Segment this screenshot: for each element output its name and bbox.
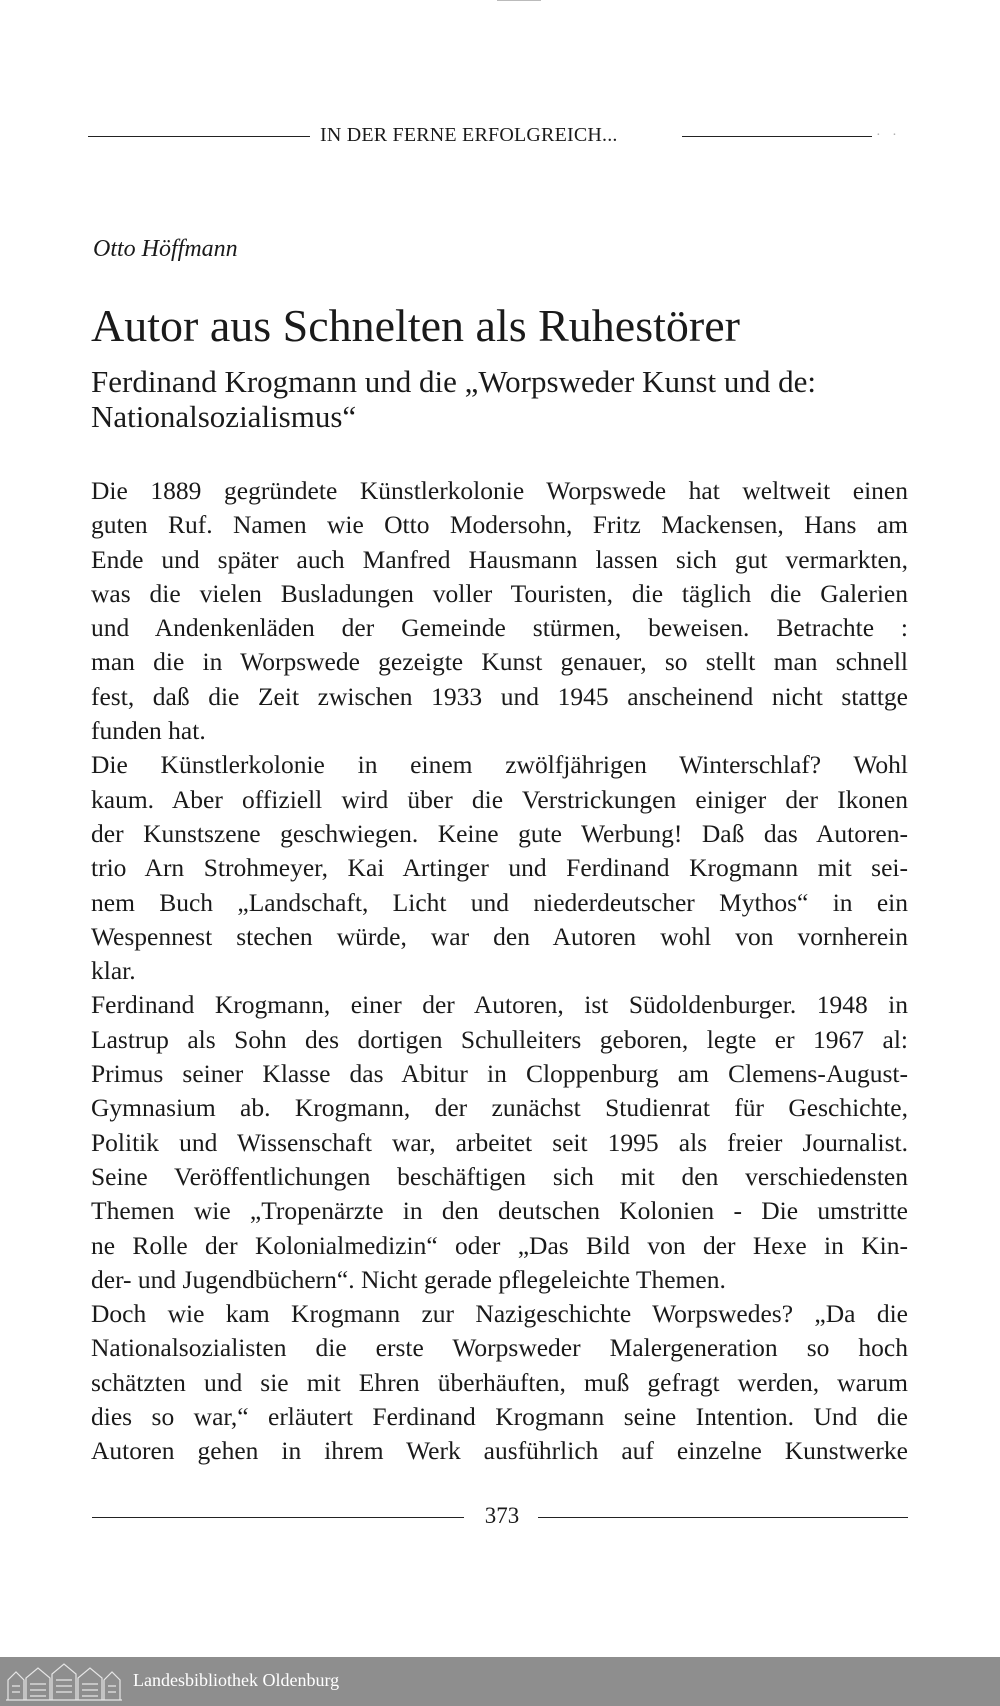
body-line: man die in Worpswede gezeigte Kunst genauer, so stellt man schnell xyxy=(91,647,908,677)
body-line: was die vielen Busladungen voller Touristen, die täglich die Galerien xyxy=(91,578,908,608)
body-line: nem Buch „Landschaft, Licht und niederdeutscher Mythos“ in ein xyxy=(91,887,908,917)
body-line: Lastrup als Sohn des dortigen Schulleiters geboren, legte er 1967 al: xyxy=(91,1024,908,1054)
body-line: Wespennest stechen würde, war den Autoren wohl von vornherein xyxy=(91,921,908,951)
body-line: Die 1889 gegründete Künstlerkolonie Worpswede hat weltweit einen xyxy=(91,476,908,505)
article-headline: Autor aus Schnelten als Ruhestörer xyxy=(91,300,740,351)
header-rule-right xyxy=(682,136,872,137)
body-line: der Kunstszene geschwiegen. Keine gute Werbung! Daß das Autoren- xyxy=(91,818,908,848)
body-line: trio Arn Strohmeyer, Kai Artinger und Ferdinand Krogmann mit sei- xyxy=(91,853,908,883)
footer-rule-left xyxy=(92,1517,464,1518)
header-dots: · · xyxy=(876,128,901,143)
subtitle-line: Ferdinand Krogmann und die „Worpsweder Kunst und de: xyxy=(91,364,816,399)
scan-mark xyxy=(497,0,541,1)
body-line: Primus seiner Klasse das Abitur in Cloppenburg am Clemens-August- xyxy=(91,1059,908,1089)
body-line: funden hat. xyxy=(91,716,206,746)
body-line: Themen wie „Tropenärzte in den deutschen Kolonien - Die umstritte xyxy=(91,1196,908,1226)
body-line: Ende und später auch Manfred Hausmann lassen sich gut vermarkten, xyxy=(91,544,908,574)
body-line: kaum. Aber offiziell wird über die Verstrickungen einiger der Ikonen xyxy=(91,784,908,814)
body-line: und Andenkenläden der Gemeinde stürmen, beweisen. Betrachte : xyxy=(91,613,908,643)
running-header-title: IN DER FERNE ERFOLGREICH... xyxy=(320,124,618,146)
footer-rule-right xyxy=(538,1517,908,1518)
article-author: Otto Höffmann xyxy=(93,236,238,262)
body-line: Nationalsozialisten die erste Worpsweder Malergeneration so hoch xyxy=(91,1333,908,1363)
body-line: Die Künstlerkolonie in einem zwölfjährigen Winterschlaf? Wohl xyxy=(91,750,908,780)
body-line: dies so war,“ erläutert Ferdinand Krogmann seine Intention. Und die xyxy=(91,1402,908,1432)
body-line: klar. xyxy=(91,956,136,986)
body-line: Autoren gehen in ihrem Werk ausführlich auf einzelne Kunstwerke xyxy=(91,1436,908,1466)
body-line: Ferdinand Krogmann, einer der Autoren, ist Südoldenburger. 1948 in xyxy=(91,990,908,1020)
body-line: guten Ruf. Namen wie Otto Modersohn, Fritz Mackensen, Hans am xyxy=(91,510,908,540)
subtitle-line: Nationalsozialismus“ xyxy=(91,399,357,434)
article-body xyxy=(91,474,908,1469)
running-header xyxy=(88,122,908,152)
header-rule-left xyxy=(88,136,310,137)
body-line: schätzten und sie mit Ehren überhäuften, muß gefragt werden, warum xyxy=(91,1367,908,1397)
library-logo-icon xyxy=(4,1660,124,1702)
article-subtitle xyxy=(91,364,911,434)
body-line: Doch wie kam Krogmann zur Nazigeschichte Worpswedes? „Da die xyxy=(91,1299,908,1329)
body-line: Politik und Wissenschaft war, arbeitet seit 1995 als freier Journalist. xyxy=(91,1127,908,1157)
page-number: 373 xyxy=(484,1503,520,1528)
library-name: Landesbibliothek Oldenburg xyxy=(133,1670,340,1690)
page-footer xyxy=(92,1503,908,1537)
body-line: fest, daß die Zeit zwischen 1933 und 1945 anscheinend nicht stattge xyxy=(91,681,908,711)
body-line: Gymnasium ab. Krogmann, der zunächst Studienrat für Geschichte, xyxy=(91,1093,908,1123)
library-bar xyxy=(0,1657,1000,1706)
body-line: Seine Veröffentlichungen beschäftigen sich mit den verschiedensten xyxy=(91,1161,908,1191)
body-line: ne Rolle der Kolonialmedizin“ oder „Das Bild von der Hexe in Kin- xyxy=(91,1230,908,1260)
body-line: der- und Jugendbüchern“. Nicht gerade pflegeleichte Themen. xyxy=(91,1264,726,1294)
